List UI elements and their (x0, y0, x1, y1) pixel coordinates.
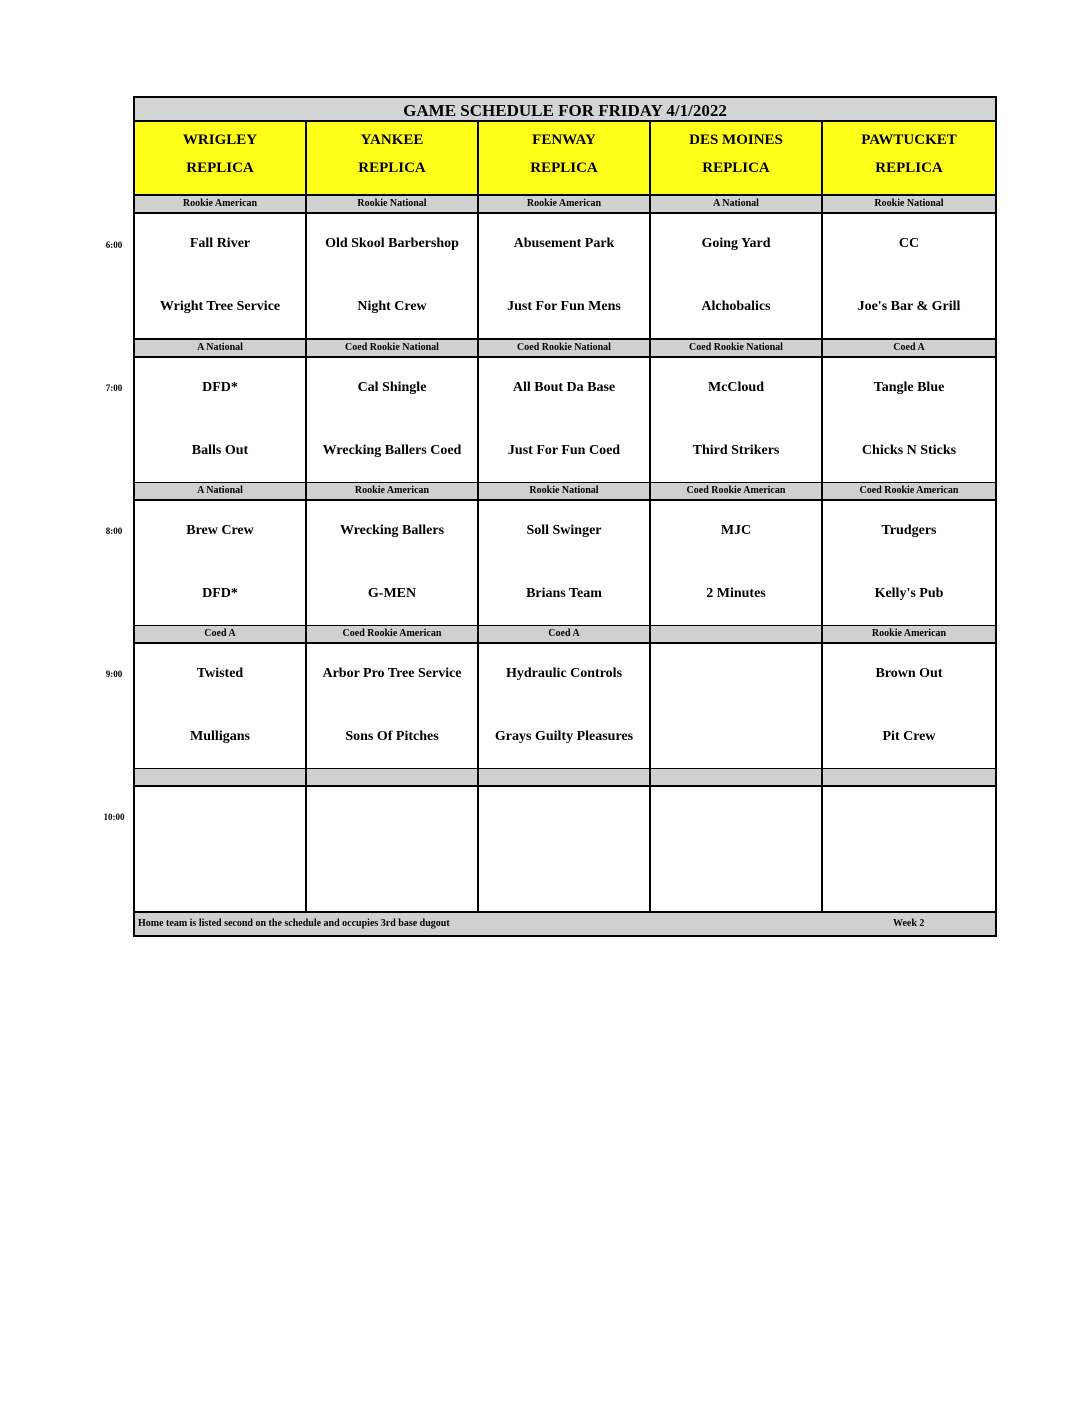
division-row (135, 483, 995, 499)
time-label-7: 7:00 (105, 383, 123, 393)
game-cell (651, 501, 823, 625)
division-row (135, 196, 995, 212)
game-cell (823, 358, 995, 482)
game-row (135, 214, 995, 338)
away-team (651, 666, 821, 686)
time-label-8: 8:00 (105, 526, 123, 536)
division-label: Rookie National (307, 196, 479, 212)
game-row (135, 787, 995, 911)
game-cell (651, 214, 823, 338)
time-label-9: 9:00 (105, 669, 123, 679)
away-team: Soll Swinger (526, 523, 602, 538)
schedule-table (133, 96, 997, 937)
game-cell (651, 787, 823, 911)
division-row (135, 340, 995, 356)
home-team: 2 Minutes (706, 586, 766, 601)
schedule-title: GAME SCHEDULE FOR FRIDAY 4/1/2022 (135, 98, 995, 122)
game-cell (823, 787, 995, 911)
division-label: Coed Rookie National (651, 340, 823, 356)
field-header-row (135, 122, 995, 196)
field-header: PAWTUCKET REPLICA (823, 122, 995, 194)
home-team (479, 872, 649, 892)
game-cell (479, 214, 651, 338)
game-cell (307, 787, 479, 911)
division-label: Coed Rookie National (479, 340, 651, 356)
away-team: McCloud (708, 380, 764, 395)
game-row (135, 358, 995, 482)
away-team: Wrecking Ballers (339, 523, 445, 538)
game-cell (479, 787, 651, 911)
time-label-6: 6:00 (105, 240, 123, 250)
division-label: Coed Rookie American (651, 483, 823, 499)
division-label: A National (651, 196, 823, 212)
home-team: Mulligans (190, 729, 250, 744)
game-cell (135, 501, 307, 625)
home-team: DFD* (202, 586, 238, 601)
away-team: Old Skool Barbershop (325, 236, 459, 251)
division-label: Rookie American (823, 626, 995, 642)
away-team: MJC (720, 523, 752, 538)
home-team: Sons Of Pitches (345, 729, 439, 744)
game-cell (307, 644, 479, 768)
home-team-note: Home team is listed second on the schedule and occupies 3rd base dugout (138, 918, 450, 929)
away-team (651, 809, 821, 829)
game-cell (479, 644, 651, 768)
game-cell (823, 644, 995, 768)
away-team: Brown Out (875, 666, 943, 681)
field-header: WRIGLEY REPLICA (135, 122, 307, 194)
home-team: Wrecking Ballers Coed (322, 443, 462, 458)
game-cell (479, 358, 651, 482)
away-team: Trudgers (881, 523, 937, 538)
division-row (135, 626, 995, 642)
away-team: Fall River (189, 236, 251, 251)
away-team: DFD* (202, 380, 238, 395)
game-cell (651, 358, 823, 482)
away-team: Cal Shingle (357, 380, 427, 395)
home-team: Balls Out (191, 443, 249, 458)
away-team (823, 809, 995, 829)
away-team (307, 809, 477, 829)
game-cell (135, 644, 307, 768)
game-cell (479, 501, 651, 625)
time-label-10: 10:00 (103, 812, 125, 822)
home-team (651, 872, 821, 892)
home-team: Alchobalics (701, 299, 771, 314)
game-cell (307, 214, 479, 338)
division-label: Coed Rookie American (307, 626, 479, 642)
division-label (651, 769, 823, 785)
home-team: Just For Fun Mens (507, 299, 621, 314)
away-team: Twisted (196, 666, 244, 681)
home-team (823, 872, 995, 892)
home-team: Just For Fun Coed (507, 443, 621, 458)
division-label: Rookie American (307, 483, 479, 499)
division-label (307, 769, 479, 785)
division-label: Coed A (135, 626, 307, 642)
home-team (651, 729, 821, 749)
division-label: Rookie American (135, 196, 307, 212)
home-team (307, 872, 477, 892)
division-label: Rookie National (823, 196, 995, 212)
away-team: Hydraulic Controls (505, 666, 623, 681)
division-label: Coed A (823, 340, 995, 356)
away-team: Going Yard (701, 236, 771, 251)
home-team: Brians Team (526, 586, 602, 601)
division-label: Coed Rookie American (823, 483, 995, 499)
away-team (479, 809, 649, 829)
game-cell (135, 787, 307, 911)
home-team (135, 872, 305, 892)
game-cell (135, 214, 307, 338)
division-label: Rookie American (479, 196, 651, 212)
field-header: FENWAY REPLICA (479, 122, 651, 194)
division-label: Rookie National (479, 483, 651, 499)
division-label: Coed A (479, 626, 651, 642)
division-label: Coed Rookie National (307, 340, 479, 356)
home-team: Grays Guilty Pleasures (494, 729, 634, 744)
division-label: A National (135, 340, 307, 356)
game-cell (651, 644, 823, 768)
division-row (135, 769, 995, 785)
division-label (135, 769, 307, 785)
field-header: YANKEE REPLICA (307, 122, 479, 194)
division-label (651, 626, 823, 642)
home-team: Chicks N Sticks (861, 443, 957, 458)
home-team: Joe's Bar & Grill (857, 299, 961, 314)
home-team: Pit Crew (882, 729, 936, 744)
away-team: Arbor Pro Tree Service (322, 666, 462, 681)
division-label: A National (135, 483, 307, 499)
game-row (135, 501, 995, 625)
away-team: Abusement Park (513, 236, 615, 251)
away-team: All Bout Da Base (512, 380, 616, 395)
game-cell (823, 501, 995, 625)
away-team: CC (898, 236, 920, 251)
home-team: Wright Tree Service (159, 299, 281, 314)
division-label (479, 769, 651, 785)
game-cell (135, 358, 307, 482)
home-team: Night Crew (357, 299, 427, 314)
home-team: Third Strikers (692, 443, 780, 458)
field-header: DES MOINES REPLICA (651, 122, 823, 194)
away-team: Tangle Blue (873, 380, 945, 395)
game-row (135, 644, 995, 768)
week-label: Week 2 (893, 918, 925, 929)
home-team: G-MEN (367, 586, 417, 601)
game-cell (307, 501, 479, 625)
home-team: Kelly's Pub (874, 586, 944, 601)
away-team: Brew Crew (186, 523, 254, 538)
division-label (823, 769, 995, 785)
game-cell (823, 214, 995, 338)
away-team (135, 809, 305, 829)
schedule-footer (135, 911, 995, 935)
game-cell (307, 358, 479, 482)
